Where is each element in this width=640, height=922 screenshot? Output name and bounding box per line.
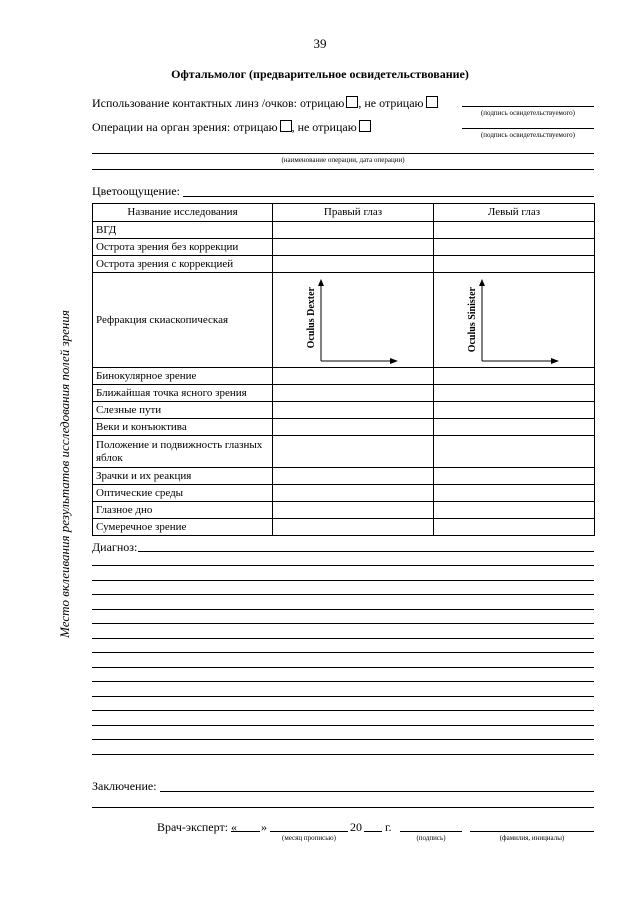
left-eye-axes [434, 273, 595, 368]
right-eye-cell[interactable] [273, 468, 434, 485]
signature-caption-1: (подпись освидетельствуемого) [480, 109, 576, 117]
conclusion-line[interactable] [160, 791, 594, 792]
right-eye-cell[interactable] [273, 402, 434, 419]
deny-checkbox-operations[interactable] [280, 120, 292, 132]
not-deny-checkbox-operations[interactable] [359, 120, 371, 132]
left-eye-cell[interactable] [434, 402, 595, 419]
deny-checkbox-lenses[interactable] [346, 96, 358, 108]
diagnosis-ruled-line[interactable] [92, 667, 594, 668]
row-label-optical-media: Оптические среды [93, 485, 273, 502]
right-eye-cell[interactable] [273, 485, 434, 502]
right-eye-cell[interactable] [273, 519, 434, 536]
left-eye-cell[interactable] [434, 368, 595, 385]
right-eye-cell[interactable] [273, 419, 434, 436]
left-eye-cell[interactable] [434, 419, 595, 436]
diagnosis-ruled-line[interactable] [92, 565, 594, 566]
operations-label: Операции на орган зрения: отрицаю [92, 120, 278, 134]
signature-caption-2: (подпись освидетельствуемого) [480, 131, 576, 139]
row-label-refraction: Рефракция скиаскопическая [93, 273, 273, 368]
row-label-eyelids: Веки и конъюктива [93, 419, 273, 436]
row-label-binocular: Бинокулярное зрение [93, 368, 273, 385]
row-label-near-point: Ближайшая точка ясного зрения [93, 385, 273, 402]
operation-details-line[interactable] [92, 153, 594, 154]
operation-caption: (наименование операции, дата операции) [281, 156, 405, 164]
month-line[interactable] [270, 831, 348, 832]
right-eye-cell[interactable] [273, 256, 434, 273]
diagnosis-ruled-line[interactable] [92, 580, 594, 581]
left-eye-cell[interactable] [434, 502, 595, 519]
diagnosis-ruled-line[interactable] [92, 710, 594, 711]
year-suffix: г. [385, 820, 392, 834]
form-title: Офтальмолог (предварительное освидетельствование) [171, 67, 469, 81]
row-label-twilight-vision: Сумеречное зрение [93, 519, 273, 536]
examination-table [92, 203, 595, 536]
year-prefix: 20 [350, 820, 362, 834]
oculus-sinister-label: Oculus Sinister [467, 287, 478, 353]
diagnosis-ruled-line[interactable] [92, 594, 594, 595]
left-eye-cell[interactable] [434, 519, 595, 536]
row-label-vgd: ВГД [93, 222, 273, 239]
header-left-eye: Левый глаз [434, 204, 595, 222]
diagnosis-ruled-line[interactable] [92, 696, 594, 697]
right-eye-cell[interactable] [273, 502, 434, 519]
diagnosis-ruled-line[interactable] [92, 681, 594, 682]
color-perception-label: Цветоощущение: [92, 184, 180, 198]
signature-line-doctor[interactable] [400, 831, 462, 832]
diagnosis-line[interactable] [138, 551, 594, 552]
operations-line [92, 120, 371, 135]
diagnosis-ruled-line[interactable] [92, 623, 594, 624]
day-line[interactable] [231, 831, 260, 832]
right-eye-cell[interactable] [273, 239, 434, 256]
operations-no-deny-label: , не отрицаю [291, 120, 357, 134]
quote-close: » [261, 820, 267, 834]
diagnosis-ruled-line[interactable] [92, 638, 594, 639]
color-perception-line[interactable] [183, 196, 594, 197]
left-eye-cell[interactable] [434, 222, 595, 239]
conclusion-label: Заключение: [92, 779, 157, 793]
left-eye-cell[interactable] [434, 485, 595, 502]
contact-lenses-line [92, 96, 438, 111]
right-eye-cell[interactable] [273, 368, 434, 385]
header-right-eye: Правый глаз [273, 204, 434, 222]
expert-label: Врач-эксперт: « [157, 820, 238, 834]
right-eye-axes [273, 273, 434, 368]
contact-lenses-label: Использование контактных линз /очков: отрицаю [92, 96, 345, 110]
right-eye-cell[interactable] [273, 222, 434, 239]
contact-lenses-no-deny-label: , не отрицаю [358, 96, 424, 110]
page-number: 39 [313, 36, 327, 51]
row-label-tear-ducts: Слезные пути [93, 402, 273, 419]
signature-caption-doctor: (подпись) [416, 834, 446, 842]
not-deny-checkbox-lenses[interactable] [426, 96, 438, 108]
signature-line-1[interactable] [462, 106, 594, 107]
header-test-name: Название исследования [93, 204, 273, 222]
diagnosis-ruled-line[interactable] [92, 725, 594, 726]
diagnosis-ruled-line[interactable] [92, 652, 594, 653]
row-label-eyeball-position: Положение и подвижность глазных яблок [93, 436, 273, 468]
right-eye-cell[interactable] [273, 385, 434, 402]
left-eye-cell[interactable] [434, 256, 595, 273]
left-eye-cell[interactable] [434, 385, 595, 402]
row-label-fundus: Глазное дно [93, 502, 273, 519]
right-eye-cell[interactable] [273, 436, 434, 468]
operation-details-line-2[interactable] [92, 169, 594, 170]
diagnosis-ruled-line[interactable] [92, 754, 594, 755]
left-eye-refraction-cell[interactable] [434, 273, 595, 368]
visual-fields-placement-label: Место вклеивания результатов исследования полей зрения [57, 310, 72, 638]
oculus-dexter-label: Oculus Dexter [306, 287, 317, 349]
diagnosis-label: Диагноз: [92, 540, 138, 554]
left-eye-cell[interactable] [434, 239, 595, 256]
row-label-acuity-no-correction: Острота зрения без коррекции [93, 239, 273, 256]
diagnosis-ruled-line[interactable] [92, 609, 594, 610]
month-caption: (месяц прописью) [282, 834, 336, 842]
diagnosis-ruled-line[interactable] [92, 739, 594, 740]
left-eye-cell[interactable] [434, 468, 595, 485]
signature-line-2[interactable] [462, 128, 594, 129]
left-eye-cell[interactable] [434, 436, 595, 468]
row-label-acuity-correction: Острота зрения с коррекцией [93, 256, 273, 273]
right-eye-refraction-cell[interactable] [273, 273, 434, 368]
name-caption-doctor: (фамилия, инициалы) [499, 834, 565, 842]
name-line-doctor[interactable] [470, 831, 594, 832]
conclusion-line-2[interactable] [92, 807, 594, 808]
row-label-pupils: Зрачки и их реакция [93, 468, 273, 485]
year-line[interactable] [364, 831, 382, 832]
